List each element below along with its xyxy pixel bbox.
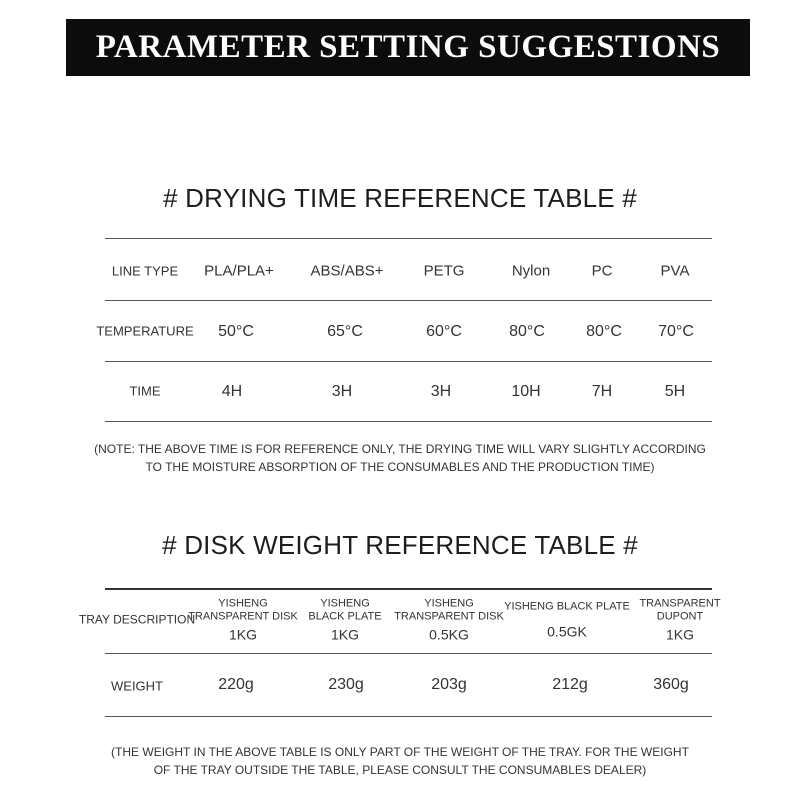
tray-name-line: TRANSPARENT DISK (188, 610, 298, 623)
tray-size: 0.5GK (547, 623, 587, 640)
tray-size: 1KG (665, 626, 694, 643)
drying-note-line: (NOTE: THE ABOVE TIME IS FOR REFERENCE ONLY, THE DRYING TIME WILL VARY SLIGHTLY ACCORDING (94, 442, 706, 456)
tray-header (504, 601, 630, 640)
tray-name-line: TRANSPARENT (639, 597, 721, 610)
weight-value: 360g (653, 676, 689, 693)
weight-rule-mid (105, 653, 712, 654)
drying-rule-1 (105, 300, 712, 301)
weight-header-label: TRAY DESCRIPTION (78, 612, 196, 627)
drying-cell: 80°C (509, 323, 545, 340)
drying-row-label: TEMPERATURE (96, 323, 194, 339)
drying-cell: PETG (423, 262, 465, 280)
weight-note (0, 743, 800, 779)
drying-table-heading: # DRYING TIME REFERENCE TABLE # (163, 183, 637, 213)
drying-cell: PVA (660, 262, 690, 280)
tray-size: 1KG (228, 626, 257, 643)
weight-note-line: (THE WEIGHT IN THE ABOVE TABLE IS ONLY PART OF THE WEIGHT OF THE TRAY. FOR THE WEIGHT (111, 745, 689, 759)
drying-cell: 5H (664, 383, 686, 400)
tray-size: 1KG (330, 626, 360, 643)
drying-rule-2 (105, 361, 712, 362)
drying-rule-top (105, 238, 712, 239)
weight-table-heading: # DISK WEIGHT REFERENCE TABLE # (162, 530, 638, 560)
drying-cell: Nylon (511, 262, 551, 280)
tray-name-line: YISHENG (218, 597, 268, 610)
tray-name-line: YISHENG (424, 597, 474, 610)
drying-cell: 10H (511, 383, 541, 400)
tray-name-line: YISHENG BLACK PLATE (504, 600, 630, 613)
drying-cell: 60°C (426, 323, 462, 340)
tray-name-line: TRANSPARENT DISK (394, 610, 504, 623)
drying-cell: ABS/ABS+ (310, 262, 384, 280)
weight-rule-bottom (105, 716, 712, 717)
title-banner (66, 19, 750, 76)
drying-cell: 3H (430, 383, 452, 400)
drying-note (0, 440, 800, 476)
weight-row-label: WEIGHT (111, 678, 163, 694)
tray-name-line: YISHENG (320, 597, 370, 610)
drying-cell: 3H (331, 383, 353, 400)
drying-cell: PC (591, 262, 613, 280)
weight-rule-top (105, 588, 712, 590)
tray-header (394, 598, 504, 643)
tray-name-line: DUPONT (656, 610, 704, 623)
drying-cell: 50°C (218, 323, 254, 340)
drying-cell: 4H (221, 383, 243, 400)
drying-cell: 65°C (327, 323, 363, 340)
drying-cell: 80°C (586, 323, 622, 340)
weight-value: 220g (218, 676, 254, 693)
drying-cell: 7H (591, 383, 613, 400)
drying-cell: 70°C (658, 323, 694, 340)
tray-size: 0.5KG (429, 626, 469, 643)
tray-name-line: BLACK PLATE (308, 610, 382, 623)
drying-rule-bottom (105, 421, 712, 422)
tray-header (639, 598, 720, 643)
drying-row-label: TIME (129, 383, 161, 399)
weight-value: 230g (328, 676, 364, 693)
drying-row-label: LINE TYPE (111, 263, 179, 279)
tray-header (308, 598, 381, 643)
weight-note-line: OF THE TRAY OUTSIDE THE TABLE, PLEASE CONSULT THE CONSUMABLES DEALER) (153, 763, 647, 777)
weight-value: 212g (552, 676, 588, 693)
weight-value: 203g (431, 676, 467, 693)
tray-header (188, 598, 298, 643)
banner-title: PARAMETER SETTING SUGGESTIONS (95, 29, 721, 65)
drying-note-line: TO THE MOISTURE ABSORPTION OF THE CONSUMABLES AND THE PRODUCTION TIME) (145, 460, 655, 474)
drying-cell: PLA/PLA+ (204, 262, 274, 280)
